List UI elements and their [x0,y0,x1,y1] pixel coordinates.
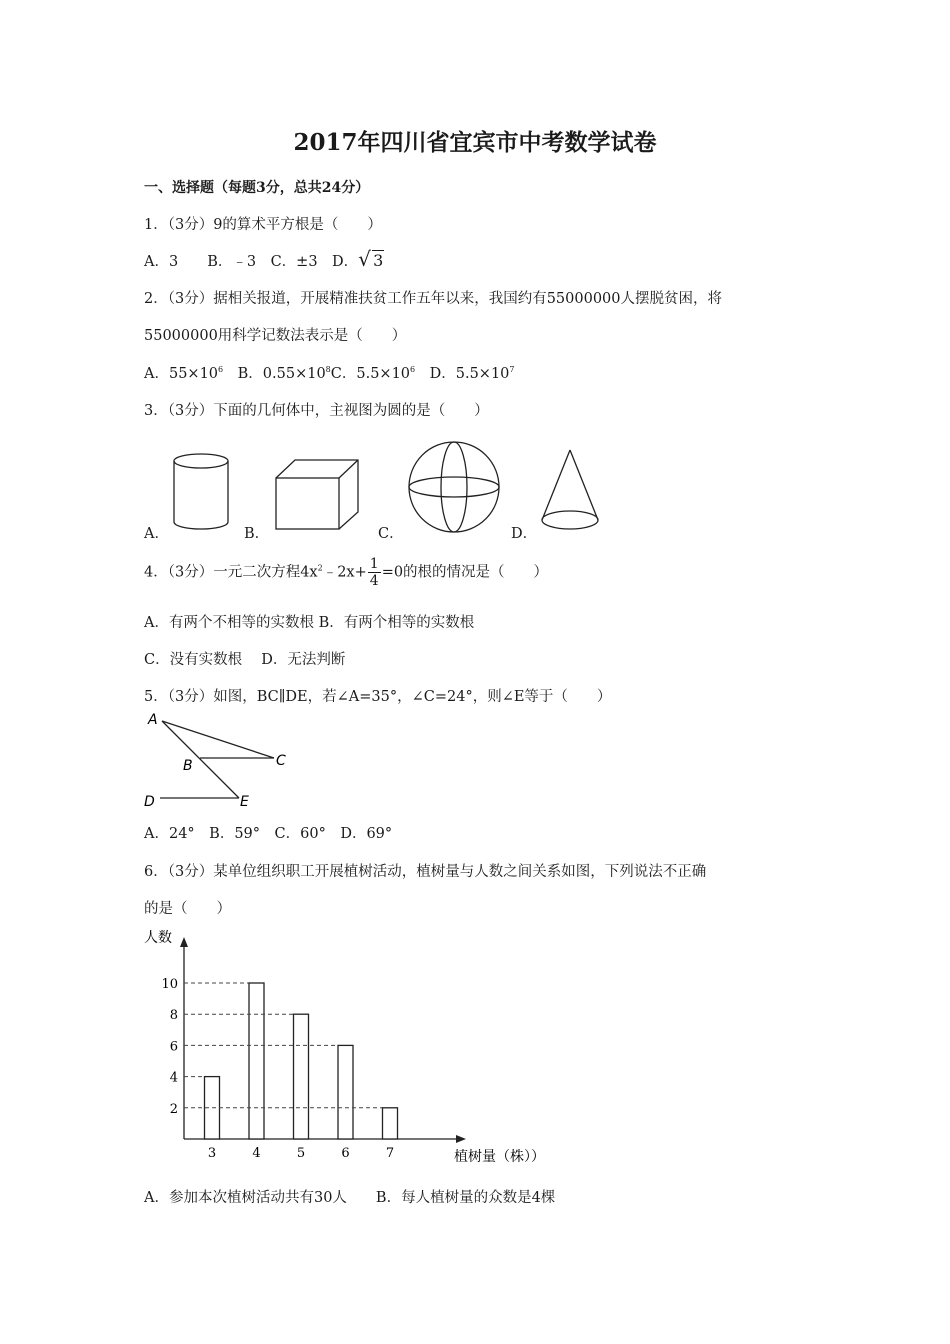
q6-options-ab: A．参加本次植树活动共有30人 B．每人植树量的众数是4棵 [144,1190,556,1206]
q2-option-c: C．5.5×10 [330,366,411,382]
label-a: A [148,712,158,728]
bar [294,1014,309,1139]
question-1-options [144,247,384,271]
question-2-options [144,362,515,383]
q2-option-d: D．5.5×10 [415,366,510,382]
q4-stem-pre: 4．（3分）一元二次方程4x [144,564,318,581]
q3-option-a: A． [144,526,169,542]
label-d: D [144,794,155,810]
q2-option-b: B．0.55×10 [223,366,326,382]
fraction-one-quarter [368,556,381,589]
q5-options: A．24° B．59° C．60° D．69° [144,826,393,842]
q2-option-c-exp: 6 [410,365,416,374]
cone-shape [542,450,598,529]
question-2-stem-line1: 2．（3分）据相关报道，开展精准扶贫工作五年以来，我国约有55000000人摆脱贫困，将 [144,291,723,307]
y-axis-label: 人数 [144,930,172,946]
q3-option-c: C． [378,526,404,542]
sqrt-expression [358,247,384,271]
q2-option-a-exp: 6 [218,365,224,374]
q4-exponent: 2 [317,563,323,573]
x-tick-label: 4 [252,1146,261,1161]
question-1-options-text: A．3 B．﹣3 C．±3 D． [144,254,359,270]
q4-options-cd: C．没有实数根 D．无法判断 [144,652,346,668]
section-heading: 一、选择题（每题3分，总共24分） [144,180,370,196]
q2-option-d-exp: 7 [509,365,515,374]
label-c: C [276,753,286,769]
geometry-solids-figure [160,440,610,540]
fraction-denominator: 4 [369,573,379,589]
sqrt-radicand: 3 [373,251,384,270]
question-6-stem-line1: 6．（3分）某单位组织职工开展植树活动，植树量与人数之间关系如图，下列说法不正确 [144,864,707,880]
question-2-stem-line2: 55000000用科学记数法表示是（ ） [144,328,407,344]
question-5-stem: 5．（3分）如图，BC∥DE，若∠A=35°，∠C=24°，则∠E等于（ ） [144,689,612,705]
question-6-stem-line2: 的是（ ） [144,901,231,917]
q2-option-a: A．55×10 [144,366,219,382]
parallel-lines-figure [140,708,300,812]
x-tick-label: 5 [296,1146,306,1161]
y-tick-label: 6 [169,1039,178,1055]
segment-ac [162,721,274,758]
y-axis-arrow [180,937,188,947]
bar [249,983,264,1139]
fraction-numerator: 1 [369,556,379,572]
bar [338,1045,353,1139]
y-tick-label: 8 [169,1008,178,1024]
y-tick-label: 10 [161,977,178,992]
page-title: 2017年四川省宜宾市中考数学试卷 [293,129,657,156]
x-tick-label: 3 [207,1146,217,1161]
q4-options-ab: A．有两个不相等的实数根 B．有两个相等的实数根 [144,615,475,631]
question-1-stem: 1．（3分）9的算术平方根是（ ） [144,217,382,233]
y-tick-label: 2 [169,1101,178,1117]
sqrt-sign: √ [358,247,371,271]
bar [383,1108,398,1139]
q2-option-b-exp: 8 [325,365,331,374]
x-axis-label: 植树量（株）） [454,1149,545,1165]
x-tick-label: 7 [385,1146,395,1161]
label-e: E [240,794,249,810]
q3-option-b: B． [244,526,270,542]
x-tick-label: 6 [341,1146,350,1161]
cube-shape [276,460,358,529]
label-b: B [183,758,193,774]
segment-ae [162,721,239,798]
q4-stem-post: =0的根的情况是（ ） [381,564,549,581]
q3-option-d: D． [511,526,538,542]
sphere-shape [409,442,499,532]
question-4-stem [144,556,548,589]
bar-chart [140,925,580,1170]
cylinder-shape [174,454,228,529]
question-3-stem: 3．（3分）下面的几何体中，主视图为圆的是（ ） [144,403,489,419]
x-axis-arrow [456,1135,466,1143]
y-tick-label: 4 [169,1070,178,1086]
q4-stem-mid: ﹣2x+ [322,564,367,581]
